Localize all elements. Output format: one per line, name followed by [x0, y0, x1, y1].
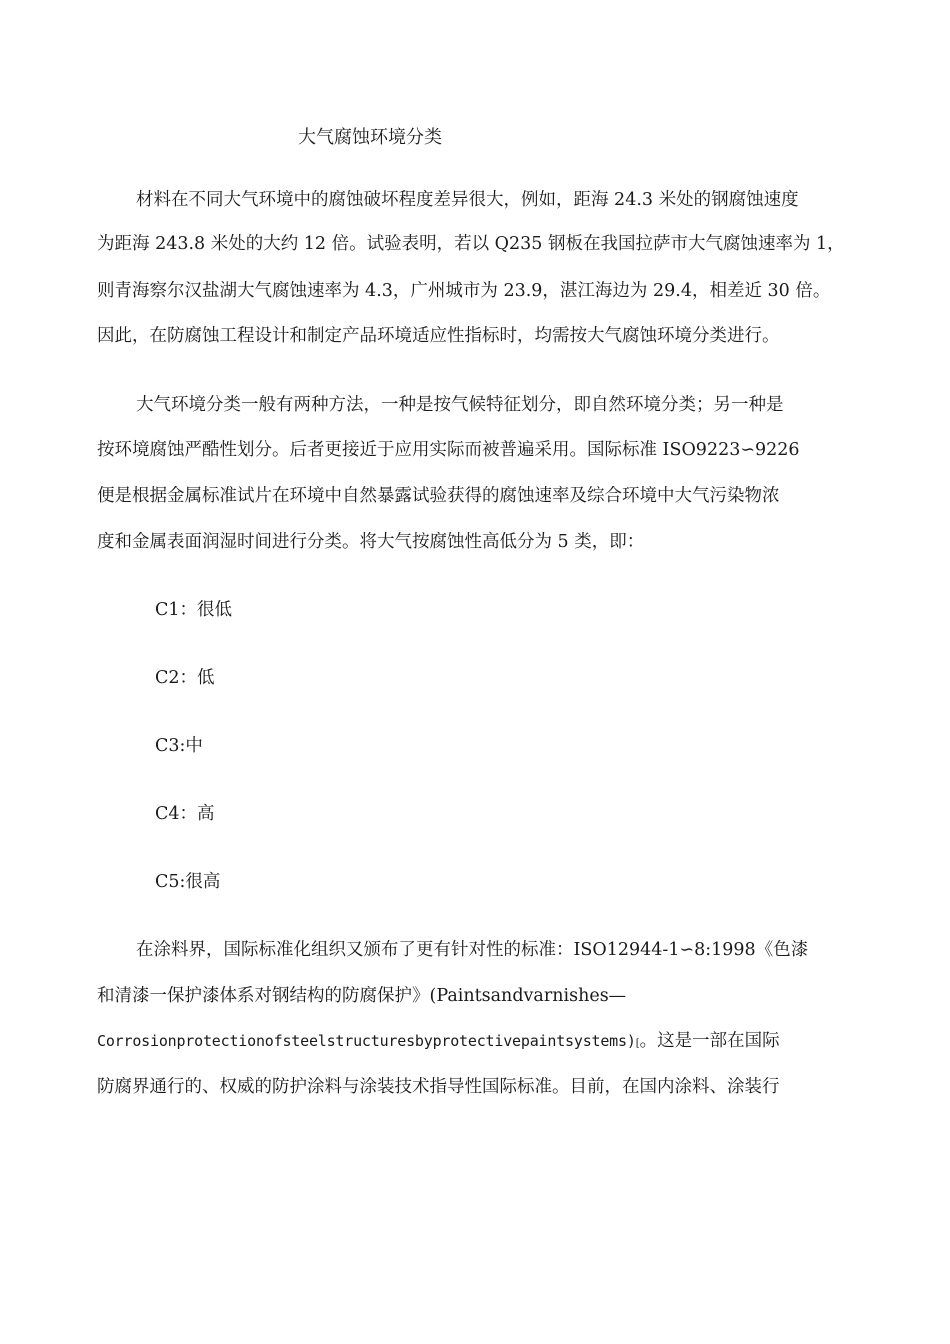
- paragraph-2-line-1: 大气环境分类一般有两种方法，一种是按气候特征划分，即自然环境分类；另一种是: [136, 395, 784, 415]
- category-c4: C4：高: [155, 804, 215, 824]
- paragraph-1-line-4: 因此，在防腐蚀工程设计和制定产品环境适应性指标时，均需按大气腐蚀环境分类进行。: [97, 326, 780, 346]
- english-title-text: Corrosionprotectionofsteelstructuresbyprotectivepaintsystems): [97, 1032, 636, 1050]
- paragraph-3-line-1: 在涂料界，国际标准化组织又颁布了更有针对性的标准：ISO12944-1∽8:1998《色漆: [136, 940, 809, 960]
- category-c5: C5:很高: [155, 872, 221, 892]
- paragraph-3-line-3: [97, 1029, 780, 1056]
- paragraph-1-line-2: 为距海 243.8 米处的大约 12 倍。试验表明，若以 Q235 钢板在我国拉萨市大气腐蚀速率为 1，: [97, 234, 845, 254]
- paragraph-3-line-4: 防腐界通行的、权威的防护涂料与涂装技术指导性国际标准。目前，在国内涂料、涂装行: [97, 1077, 780, 1097]
- paragraph-3-line-2: 和清漆一保护漆体系对钢结构的防腐保护》(Paintsandvarnishes—: [97, 986, 627, 1006]
- document-title: 大气腐蚀环境分类: [298, 127, 442, 148]
- category-c3: C3:中: [155, 736, 203, 756]
- paragraph-2-line-2: 按环境腐蚀严酷性划分。后者更接近于应用实际而被普遍采用。国际标准 ISO9223∽9226: [97, 440, 800, 460]
- paragraph-2-line-3: 便是根据金属标准试片在环境中自然暴露试验获得的腐蚀速率及综合环境中大气污染物浓: [97, 486, 780, 506]
- paragraph-1-line-3: 则青海察尔汉盐湖大气腐蚀速率为 4.3，广州城市为 23.9，湛江海边为 29.4，相差近 30 倍。: [97, 281, 831, 301]
- paragraph-1-line-1: 材料在不同大气环境中的腐蚀破坏程度差异很大，例如，距海 24.3 米处的钢腐蚀速度: [136, 190, 799, 210]
- category-c1: C1：很低: [155, 600, 233, 620]
- paragraph-3-line-3-tail: 。这是一部在国际: [639, 1031, 780, 1051]
- paragraph-2-line-4: 度和金属表面润湿时间进行分类。将大气按腐蚀性高低分为 5 类，即：: [97, 532, 645, 552]
- category-c2: C2：低: [155, 668, 215, 688]
- reference-mark: [: [635, 1038, 640, 1049]
